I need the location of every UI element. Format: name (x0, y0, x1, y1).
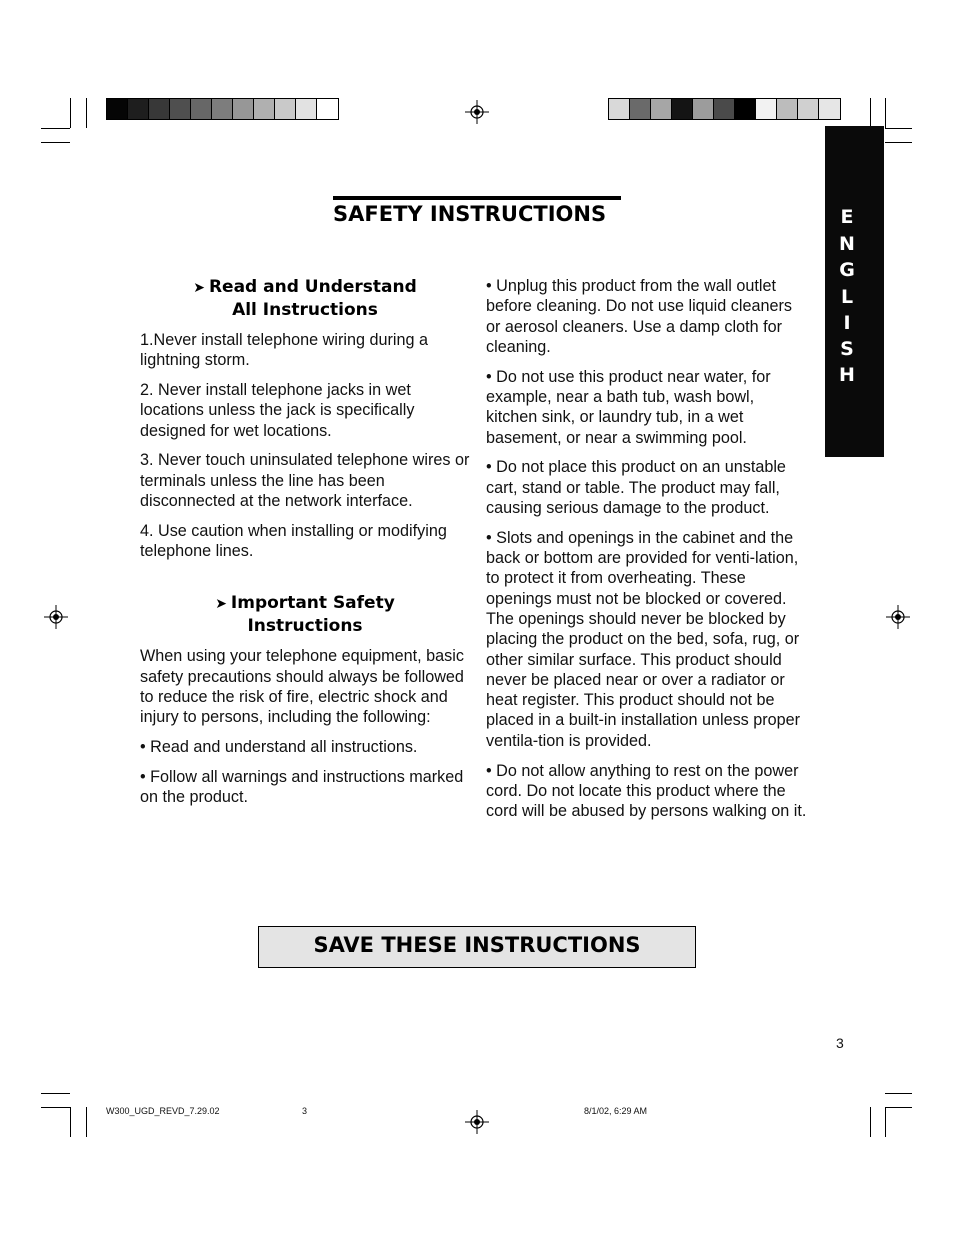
instruction-item: 2. Never install telephone jacks in wet locations unless the jack is specifically designed for wet locations. (140, 381, 415, 440)
section-heading-line: All Instructions (232, 300, 378, 320)
registration-mark-icon (465, 1110, 489, 1134)
language-letter: E (840, 206, 854, 228)
color-swatch (191, 99, 212, 119)
crop-mark (70, 98, 71, 128)
color-bar-left (106, 98, 339, 120)
language-letter: I (843, 312, 851, 334)
bullet-item: • Follow all warnings and instructions marked on the product. (140, 767, 464, 807)
color-swatch (672, 99, 693, 119)
color-swatch (128, 99, 149, 119)
arrow-icon: ➤ (215, 596, 227, 613)
color-swatch (275, 99, 296, 119)
language-tab (825, 126, 884, 457)
slug-date: 8/1/02, 6:29 AM (584, 1106, 648, 1116)
crop-mark (870, 98, 871, 128)
color-swatch (651, 99, 672, 119)
crop-mark (885, 128, 912, 129)
color-swatch (714, 99, 735, 119)
bullet-item: • Slots and openings in the cabinet and the back or bottom are provided for venti-lation, to protect it from overheating. These openings must not be blocked or covered. The openings should never be blocked by placing the product on the bed, sofa, rug, or other similar surface. This product should never be placed near or over a radiator or heat register. This product should not be placed in a built-in installation unless proper ventila-tion is provided. (486, 528, 801, 750)
crop-mark (885, 1093, 912, 1094)
language-letter: G (839, 259, 855, 281)
crop-mark (885, 1107, 886, 1137)
right-column (486, 276, 808, 831)
color-swatch (609, 99, 630, 119)
save-instructions-banner (258, 926, 696, 968)
color-swatch (254, 99, 275, 119)
color-bar-right (608, 98, 841, 120)
color-swatch (630, 99, 651, 119)
section-heading-line: Important Safety (230, 593, 395, 614)
color-swatch (296, 99, 317, 119)
page-title: SAFETY INSTRUCTIONS (333, 202, 607, 226)
crop-mark (41, 128, 70, 129)
color-swatch (233, 99, 254, 119)
language-letter: S (840, 338, 854, 360)
bullet-item: • Read and understand all instructions. (140, 738, 418, 757)
color-swatch (777, 99, 798, 119)
instruction-item: 3. Never touch uninsulated telephone wires or terminals unless the line has been disconnected at the network interface. (140, 451, 470, 511)
crop-mark (41, 1093, 70, 1094)
crop-mark (86, 98, 87, 128)
color-swatch (107, 99, 128, 119)
crop-mark (885, 98, 886, 128)
color-swatch (693, 99, 714, 119)
color-swatch (317, 99, 338, 119)
color-swatch (149, 99, 170, 119)
crop-mark (41, 1107, 70, 1108)
section-heading (140, 592, 470, 637)
intro-paragraph: When using your telephone equipment, basic safety precautions should always be followed to reduce the risk of fire, electric shock and injury to persons, including the following: (140, 647, 464, 727)
crop-mark (885, 1107, 912, 1108)
crop-mark (870, 1107, 871, 1137)
language-letter: H (839, 364, 855, 386)
save-instructions-text: SAVE THESE INSTRUCTIONS (313, 933, 641, 957)
color-swatch (756, 99, 777, 119)
color-swatch (212, 99, 233, 119)
color-swatch (798, 99, 819, 119)
language-letter: L (840, 286, 854, 308)
bullet-item: • Do not use this product near water, for example, near a bath tub, wash bowl, kitchen sink, or laundry tub, in a wet basement, or near a swimming pool. (486, 367, 771, 447)
language-letter: N (839, 233, 855, 255)
registration-mark-icon (465, 100, 489, 124)
crop-mark (86, 1107, 87, 1137)
instruction-item: 1.Never install telephone wiring during a lightning storm. (140, 331, 428, 370)
color-swatch (170, 99, 191, 119)
bullet-item: • Do not place this product on an unstable cart, stand or table. The product may fall, causing serious damage to the product. (486, 458, 786, 517)
left-column (140, 276, 470, 817)
color-swatch (735, 99, 756, 119)
title-rule (333, 196, 621, 200)
crop-mark (41, 142, 70, 143)
slug-filename: W300_UGD_REVD_7.29.02 (106, 1106, 220, 1116)
bullet-item: • Do not allow anything to rest on the power cord. Do not locate this product where the cord will be abused by persons walking on it. (486, 761, 807, 821)
slug-page: 3 (302, 1106, 308, 1116)
bullet-item: • Unplug this product from the wall outlet before cleaning. Do not use liquid cleaners or aerosol cleaners. Use a damp cloth for cleaning. (486, 277, 792, 356)
crop-mark (885, 142, 912, 143)
registration-mark-icon (44, 605, 68, 629)
registration-mark-icon (886, 605, 910, 629)
page-number: 3 (836, 1035, 844, 1051)
arrow-icon: ➤ (193, 280, 205, 296)
section-heading-line: Read and Understand (208, 277, 417, 297)
instruction-item: 4. Use caution when installing or modifying telephone lines. (140, 521, 447, 561)
crop-mark (70, 1107, 71, 1137)
section-heading-line: Instructions (247, 616, 363, 637)
color-swatch (819, 99, 840, 119)
section-heading (140, 276, 470, 321)
